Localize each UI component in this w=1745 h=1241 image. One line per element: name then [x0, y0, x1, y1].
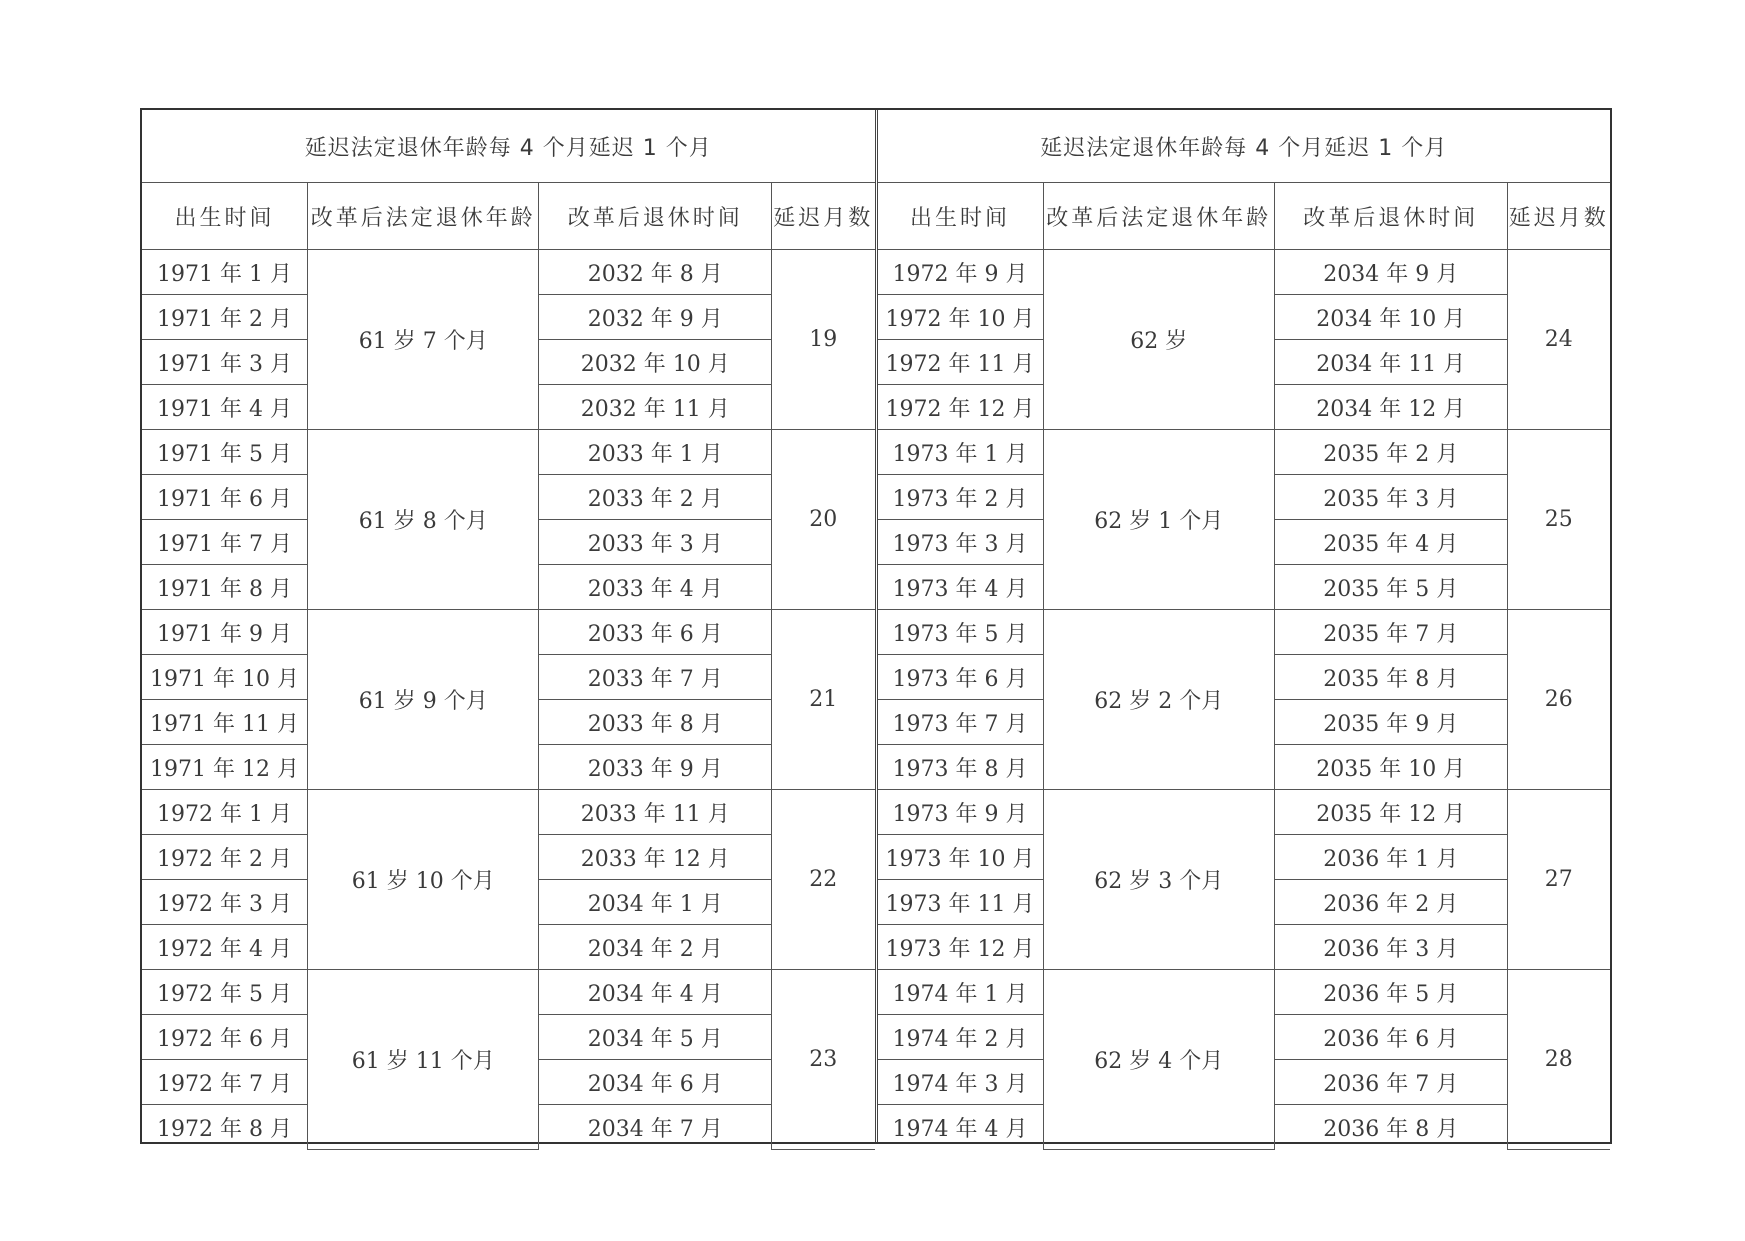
table-row	[142, 610, 875, 655]
retirement-time-cell: 2034 年 9 月	[1274, 250, 1507, 295]
retirement-age-cell: 61 岁 10 个月	[308, 790, 539, 970]
retirement-time-cell: 2034 年 5 月	[539, 1015, 772, 1060]
retirement-time-cell: 2033 年 9 月	[539, 745, 772, 790]
birth-time-cell: 1974 年 3 月	[878, 1060, 1044, 1105]
retirement-time-cell: 2035 年 4 月	[1274, 520, 1507, 565]
retirement-time-cell: 2033 年 4 月	[539, 565, 772, 610]
header-row	[142, 183, 875, 250]
retirement-time-cell: 2036 年 7 月	[1274, 1060, 1507, 1105]
retirement-time-cell: 2036 年 6 月	[1274, 1015, 1507, 1060]
birth-time-cell: 1972 年 1 月	[142, 790, 308, 835]
retirement-time-cell: 2034 年 4 月	[539, 970, 772, 1015]
retirement-time-cell: 2035 年 12 月	[1274, 790, 1507, 835]
birth-time-cell: 1973 年 7 月	[878, 700, 1044, 745]
header-row	[878, 183, 1611, 250]
delay-months-cell: 27	[1507, 790, 1610, 970]
birth-time-cell: 1972 年 9 月	[878, 250, 1044, 295]
retirement-time-cell: 2034 年 11 月	[1274, 340, 1507, 385]
table-row	[878, 250, 1611, 295]
retirement-time-cell: 2035 年 7 月	[1274, 610, 1507, 655]
delay-months-cell: 26	[1507, 610, 1610, 790]
table-row	[142, 970, 875, 1015]
retirement-time-cell: 2036 年 1 月	[1274, 835, 1507, 880]
retirement-time-cell: 2032 年 8 月	[539, 250, 772, 295]
birth-time-cell: 1972 年 11 月	[878, 340, 1044, 385]
table-row	[878, 970, 1611, 1015]
table-title: 延迟法定退休年龄每 4 个月延迟 1 个月	[142, 110, 875, 183]
retirement-time-cell: 2034 年 1 月	[539, 880, 772, 925]
retirement-table-sheet	[140, 108, 1612, 1144]
birth-time-cell: 1971 年 9 月	[142, 610, 308, 655]
delay-months-cell: 21	[772, 610, 875, 790]
birth-time-cell: 1972 年 10 月	[878, 295, 1044, 340]
retirement-time-cell: 2035 年 3 月	[1274, 475, 1507, 520]
retirement-time-cell: 2033 年 6 月	[539, 610, 772, 655]
table-row	[142, 250, 875, 295]
right-table	[875, 110, 1611, 1142]
header-retirement-time: 改革后退休时间	[539, 183, 772, 250]
retirement-age-cell: 62 岁	[1043, 250, 1274, 430]
birth-time-cell: 1972 年 8 月	[142, 1105, 308, 1150]
birth-time-cell: 1972 年 4 月	[142, 925, 308, 970]
retirement-time-cell: 2033 年 3 月	[539, 520, 772, 565]
birth-time-cell: 1971 年 1 月	[142, 250, 308, 295]
birth-time-cell: 1971 年 2 月	[142, 295, 308, 340]
table-title: 延迟法定退休年龄每 4 个月延迟 1 个月	[878, 110, 1611, 183]
birth-time-cell: 1971 年 4 月	[142, 385, 308, 430]
birth-time-cell: 1974 年 1 月	[878, 970, 1044, 1015]
birth-time-cell: 1973 年 4 月	[878, 565, 1044, 610]
retirement-age-cell: 62 岁 4 个月	[1043, 970, 1274, 1150]
retirement-time-cell: 2033 年 12 月	[539, 835, 772, 880]
header-birth-time: 出生时间	[878, 183, 1044, 250]
birth-time-cell: 1971 年 6 月	[142, 475, 308, 520]
title-row	[878, 110, 1611, 183]
retirement-time-cell: 2035 年 5 月	[1274, 565, 1507, 610]
retirement-age-cell: 61 岁 9 个月	[308, 610, 539, 790]
retirement-time-cell: 2034 年 7 月	[539, 1105, 772, 1150]
birth-time-cell: 1973 年 12 月	[878, 925, 1044, 970]
delay-months-cell: 25	[1507, 430, 1610, 610]
header-retirement-time: 改革后退休时间	[1274, 183, 1507, 250]
delay-months-cell: 24	[1507, 250, 1610, 430]
retirement-time-cell: 2035 年 9 月	[1274, 700, 1507, 745]
birth-time-cell: 1971 年 3 月	[142, 340, 308, 385]
birth-time-cell: 1973 年 9 月	[878, 790, 1044, 835]
birth-time-cell: 1974 年 4 月	[878, 1105, 1044, 1150]
left-table	[142, 110, 875, 1142]
delay-months-cell: 19	[772, 250, 875, 430]
header-retirement-age: 改革后法定退休年龄	[1043, 183, 1274, 250]
retirement-time-cell: 2033 年 7 月	[539, 655, 772, 700]
delay-months-cell: 22	[772, 790, 875, 970]
retirement-time-cell: 2036 年 3 月	[1274, 925, 1507, 970]
birth-time-cell: 1972 年 6 月	[142, 1015, 308, 1060]
retirement-time-cell: 2036 年 2 月	[1274, 880, 1507, 925]
retirement-age-cell: 62 岁 2 个月	[1043, 610, 1274, 790]
title-row	[142, 110, 875, 183]
birth-time-cell: 1974 年 2 月	[878, 1015, 1044, 1060]
birth-time-cell: 1971 年 10 月	[142, 655, 308, 700]
retirement-table-left	[142, 110, 875, 1150]
header-retirement-age: 改革后法定退休年龄	[308, 183, 539, 250]
table-row	[142, 430, 875, 475]
retirement-age-cell: 62 岁 3 个月	[1043, 790, 1274, 970]
birth-time-cell: 1971 年 5 月	[142, 430, 308, 475]
header-delay-months: 延迟月数	[1507, 183, 1610, 250]
birth-time-cell: 1972 年 12 月	[878, 385, 1044, 430]
delay-months-cell: 28	[1507, 970, 1610, 1150]
birth-time-cell: 1973 年 2 月	[878, 475, 1044, 520]
birth-time-cell: 1973 年 10 月	[878, 835, 1044, 880]
retirement-time-cell: 2033 年 8 月	[539, 700, 772, 745]
birth-time-cell: 1972 年 3 月	[142, 880, 308, 925]
retirement-age-cell: 61 岁 8 个月	[308, 430, 539, 610]
delay-months-cell: 23	[772, 970, 875, 1150]
birth-time-cell: 1972 年 7 月	[142, 1060, 308, 1105]
header-delay-months: 延迟月数	[772, 183, 875, 250]
retirement-time-cell: 2032 年 10 月	[539, 340, 772, 385]
retirement-time-cell: 2035 年 8 月	[1274, 655, 1507, 700]
birth-time-cell: 1973 年 1 月	[878, 430, 1044, 475]
table-row	[878, 790, 1611, 835]
birth-time-cell: 1972 年 2 月	[142, 835, 308, 880]
birth-time-cell: 1973 年 6 月	[878, 655, 1044, 700]
header-birth-time: 出生时间	[142, 183, 308, 250]
birth-time-cell: 1973 年 11 月	[878, 880, 1044, 925]
birth-time-cell: 1973 年 3 月	[878, 520, 1044, 565]
retirement-time-cell: 2032 年 9 月	[539, 295, 772, 340]
retirement-table-right	[878, 110, 1611, 1150]
retirement-time-cell: 2035 年 2 月	[1274, 430, 1507, 475]
retirement-age-cell: 62 岁 1 个月	[1043, 430, 1274, 610]
retirement-time-cell: 2034 年 12 月	[1274, 385, 1507, 430]
birth-time-cell: 1973 年 5 月	[878, 610, 1044, 655]
retirement-time-cell: 2036 年 5 月	[1274, 970, 1507, 1015]
birth-time-cell: 1971 年 7 月	[142, 520, 308, 565]
birth-time-cell: 1971 年 12 月	[142, 745, 308, 790]
birth-time-cell: 1972 年 5 月	[142, 970, 308, 1015]
retirement-time-cell: 2034 年 10 月	[1274, 295, 1507, 340]
delay-months-cell: 20	[772, 430, 875, 610]
retirement-age-cell: 61 岁 11 个月	[308, 970, 539, 1150]
birth-time-cell: 1971 年 8 月	[142, 565, 308, 610]
retirement-age-cell: 61 岁 7 个月	[308, 250, 539, 430]
retirement-time-cell: 2034 年 2 月	[539, 925, 772, 970]
table-row	[878, 430, 1611, 475]
birth-time-cell: 1971 年 11 月	[142, 700, 308, 745]
retirement-time-cell: 2033 年 11 月	[539, 790, 772, 835]
retirement-time-cell: 2033 年 2 月	[539, 475, 772, 520]
retirement-time-cell: 2032 年 11 月	[539, 385, 772, 430]
table-row	[142, 790, 875, 835]
retirement-time-cell: 2033 年 1 月	[539, 430, 772, 475]
birth-time-cell: 1973 年 8 月	[878, 745, 1044, 790]
retirement-time-cell: 2034 年 6 月	[539, 1060, 772, 1105]
table-row	[878, 610, 1611, 655]
retirement-time-cell: 2036 年 8 月	[1274, 1105, 1507, 1150]
retirement-time-cell: 2035 年 10 月	[1274, 745, 1507, 790]
